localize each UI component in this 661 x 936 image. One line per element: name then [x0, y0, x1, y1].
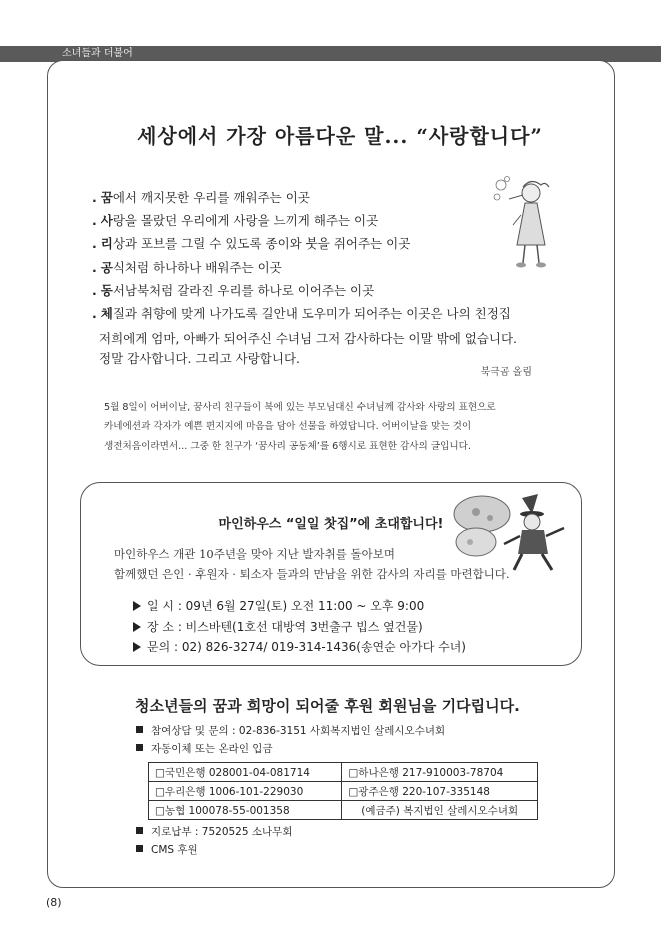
- bank-cell: □농협 100078-55-001358: [149, 801, 342, 820]
- detail-text: 일 시 : 09년 6월 27일(토) 오전 11:00 ~ 오후 9:00: [147, 599, 425, 613]
- sponsor-contact: [136, 723, 445, 738]
- section-title: 소녀들과 더불어: [62, 48, 133, 59]
- story-line: 5월 8일이 어버이날, 꿈사리 친구들이 북에 있는 부모님대신 수녀님께 감사와 사랑의 표현으로: [104, 402, 496, 413]
- bank-cell: □광주은행 220-107-335148: [342, 782, 538, 801]
- contact-text: 참여상담 및 문의 : 02-836-3151 사회복지법인 살레시오수녀회: [151, 725, 446, 737]
- bank-cell: (예금주) 복지법인 살레시오수녀회: [342, 801, 538, 820]
- sponsor-transfer: [136, 741, 273, 756]
- bank-cell: □우리은행 1006-101-229030: [149, 782, 342, 801]
- acrostic-text: 랑을 몰랐던 우리에게 사랑을 느끼게 해주는 이곳: [112, 213, 379, 229]
- description-line: 함께했던 은인 · 후원자 · 퇴소자 들과의 만남을 위한 감사의 자리를 마련합니다.: [114, 567, 510, 581]
- sponsor-giro: [136, 824, 292, 839]
- thanks-line: 저희에게 엄마, 아빠가 되어주신 수녀님 그저 감사하다는 이말 밖에 없습니다.: [99, 331, 518, 346]
- bullet: .: [92, 236, 97, 252]
- acrostic-text: 식처럼 하나하나 배워주는 이곳: [112, 259, 282, 275]
- invitation-title: 마인하우스 “일일 찻집”에 초대합니다!: [218, 517, 444, 532]
- acrostic-text: 에서 깨지못한 우리를 깨워주는 이곳: [112, 190, 310, 205]
- acrostic-poem: [92, 186, 552, 325]
- acrostic-initial: 리: [100, 236, 113, 252]
- signature: 북극곰 올림: [480, 367, 532, 378]
- acrostic-line: [92, 186, 552, 209]
- invitation-details: [133, 596, 466, 658]
- sponsor-cms: [136, 842, 198, 857]
- acrostic-line: [92, 256, 552, 279]
- acrostic-initial: 공: [100, 259, 113, 275]
- page-number: (8): [46, 896, 62, 909]
- table-row: [149, 763, 538, 782]
- acrostic-initial: 꿈: [100, 190, 113, 205]
- triangle-bullet-icon: [133, 642, 141, 652]
- acrostic-initial: 사: [100, 213, 113, 229]
- acrostic-initial: 동: [100, 282, 113, 298]
- bullet: .: [92, 259, 97, 275]
- table-row: [149, 782, 538, 801]
- cms-text: CMS 후원: [151, 844, 198, 856]
- triangle-bullet-icon: [133, 622, 141, 632]
- giro-text: 지로납부 : 7520525 소나무회: [151, 826, 293, 838]
- detail-contact: [133, 637, 466, 658]
- acrostic-text: 서남북처럼 갈라진 우리를 하나로 이어주는 이곳: [112, 282, 375, 298]
- acrostic-line: [92, 302, 552, 325]
- page-title: 세상에서 가장 아름다운 말... “사랑합니다”: [137, 124, 543, 148]
- acrostic-line: [92, 232, 552, 255]
- detail-text: 장 소 : 비스바텐(1호선 대방역 3번출구 빕스 옆건물): [147, 619, 423, 634]
- invitation-description: [114, 544, 510, 584]
- sponsor-title: 청소년들의 꿈과 희망이 되어줄 후원 회원님을 기다립니다.: [135, 697, 520, 715]
- story-line: 생전처음이라면서... 그중 한 친구가 ‘꿈사리 공동체’를 6행시로 표현한 감사의 글입니다.: [104, 440, 471, 452]
- acrostic-initial: 체: [100, 305, 113, 321]
- bank-cell: □하나은행 217-910003-78704: [342, 763, 538, 782]
- detail-text: 문의 : 02) 826-3274/ 019-314-1436(송연순 아가다 수녀): [147, 640, 466, 654]
- detail-date: [133, 596, 466, 617]
- acrostic-line: [92, 279, 552, 302]
- acrostic-line: [92, 209, 552, 232]
- wizard-butterfly-illustration: [452, 492, 574, 574]
- bullet: .: [92, 282, 97, 298]
- bullet: .: [92, 213, 97, 229]
- table-row: [149, 801, 538, 820]
- bank-accounts-table: [148, 762, 538, 820]
- square-bullet-icon: [136, 726, 143, 733]
- detail-place: [133, 617, 466, 638]
- story-line: 카네에션과 각자가 예쁜 편지지에 마음을 담아 선물을 하였답니다. 어버이날을 맞는 것이: [104, 421, 472, 433]
- bullet: .: [92, 190, 97, 205]
- square-bullet-icon: [136, 827, 143, 834]
- acrostic-text: 상과 포브를 그릴 수 있도록 종이와 붓을 쥐어주는 이곳: [112, 236, 411, 252]
- story-paragraph: [104, 398, 574, 456]
- square-bullet-icon: [136, 744, 143, 751]
- acrostic-text: 질과 취향에 맞게 나가도록 길안내 도우미가 되어주는 이곳은 나의 친정집: [112, 305, 511, 321]
- bullet: .: [92, 305, 97, 321]
- transfer-text: 자동이체 또는 온라인 입금: [151, 743, 273, 755]
- square-bullet-icon: [136, 845, 143, 852]
- bank-cell: □국민은행 028001-04-081714: [149, 763, 342, 782]
- thanks-line: 정말 감사합니다. 그리고 사랑합니다.: [99, 351, 300, 366]
- triangle-bullet-icon: [133, 601, 141, 611]
- description-line: 마인하우스 개관 10주년을 맞아 지난 발자취를 돌아보며: [114, 547, 395, 561]
